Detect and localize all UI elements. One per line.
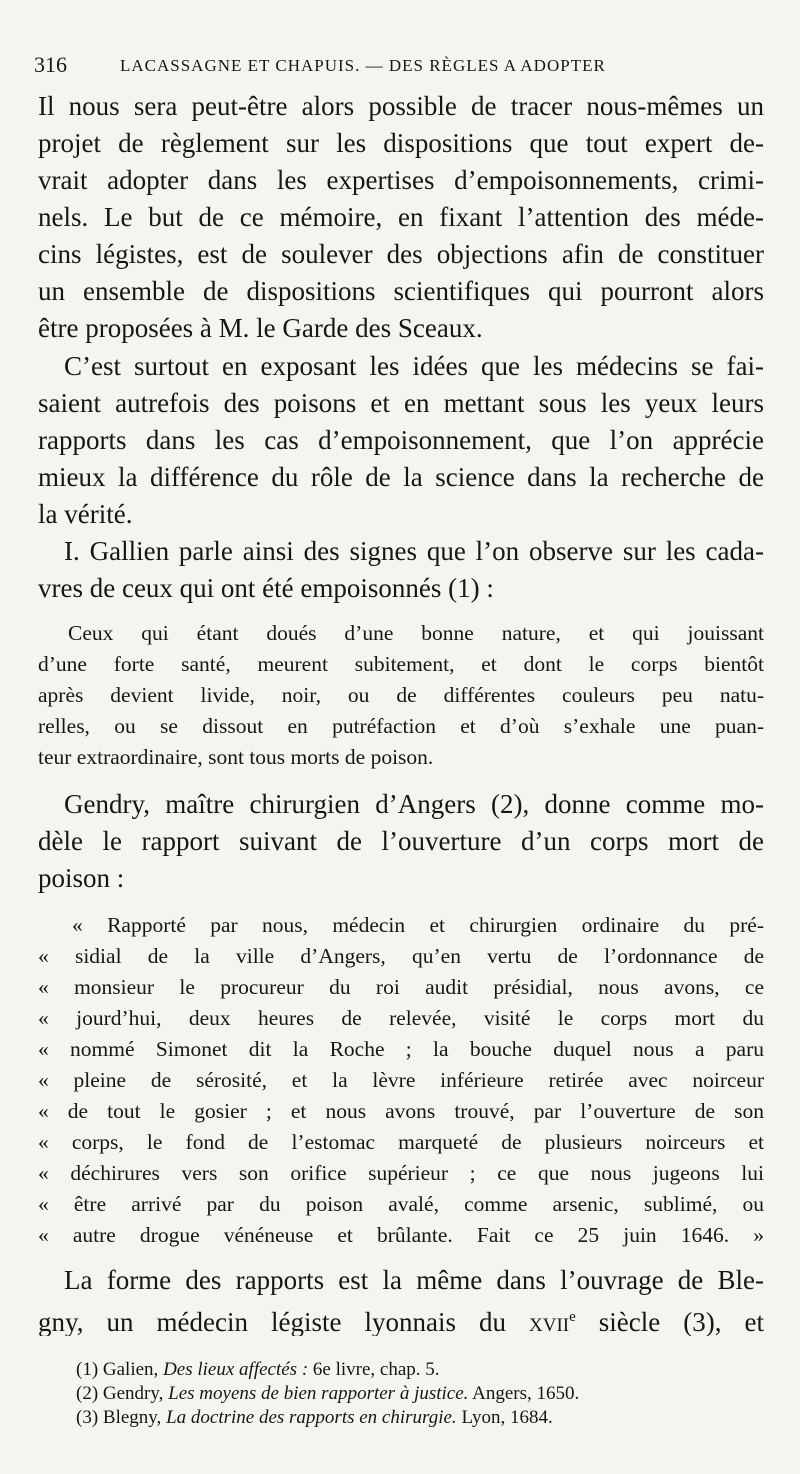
text-line: teur extraordinaire, sont tous morts de poison.	[38, 745, 434, 769]
footnotes	[76, 1358, 766, 1430]
text-line: Gendry, maître chirurgien d’Angers (2), donne comme mo-	[64, 789, 764, 819]
text-line	[38, 1299, 764, 1336]
quotation-gallien	[38, 618, 764, 773]
text-line: cins légistes, est de soulever des objections afin de constituer	[38, 239, 764, 269]
text-line: « déchirures vers son orifice supérieur ; ce que nous jugeons lui	[38, 1161, 764, 1185]
text-line: être proposées à M. le Garde des Sceaux.	[38, 313, 483, 343]
footnote-title: Des lieux affectés :	[163, 1359, 309, 1380]
footnote-author: Blegny,	[102, 1407, 162, 1428]
footnote-title: La doctrine des rapports en chirurgie.	[166, 1407, 457, 1428]
text-line: la vérité.	[38, 499, 133, 529]
text-line: « corps, le fond de l’estomac marqueté de plusieurs noirceurs et	[38, 1130, 764, 1154]
footnote-mark: (1)	[76, 1359, 99, 1380]
century-numeral: xvii	[529, 1307, 570, 1336]
paragraph-3	[38, 533, 764, 607]
text-line: poison :	[38, 863, 125, 893]
text-line: Il nous sera peut-être alors possible de tracer nous-mêmes un	[38, 91, 764, 121]
text-line: « monsieur le procureur du roi audit présidial, nous avons, ce	[38, 975, 764, 999]
text-line: « pleine de sérosité, et la lèvre inférieure retirée avec noirceur	[38, 1068, 764, 1092]
text-line: d’une forte santé, meurent subitement, et dont le corps bientôt	[38, 652, 764, 676]
text-line: La forme des rapports est la même dans l’ouvrage de Ble-	[64, 1265, 764, 1295]
text-line: rapports dans les cas d’empoisonnement, que l’on apprécie	[38, 425, 764, 455]
text-line: vres de ceux qui ont été empoisonnés (1) :	[38, 573, 494, 603]
paragraph-5	[38, 1262, 764, 1336]
paragraph-1	[38, 88, 764, 347]
footnote-rest: 6e livre, chap. 5.	[312, 1359, 440, 1380]
page-number: 316	[34, 52, 67, 77]
text-line: vrait adopter dans les expertises d’empoisonnements, crimi-	[38, 165, 764, 195]
text-line: I. Gallien parle ainsi des signes que l’on observe sur les cada-	[64, 536, 764, 566]
text-line: « sidial de la ville d’Angers, qu’en vertu de l’ordonnance de	[38, 944, 764, 968]
footnote-title: Les moyens de bien rapporter à justice.	[168, 1383, 469, 1404]
text-line: projet de règlement sur les dispositions que tout expert de-	[38, 128, 764, 158]
text-line: relles, ou se dissout en putréfaction et d’où s’exhale une puan-	[38, 714, 764, 738]
text-segment: gny, un médecin légiste lyonnais du	[38, 1307, 506, 1336]
footnote	[76, 1406, 766, 1430]
running-header	[34, 52, 774, 82]
text-line: dèle le rapport suivant de l’ouverture d’un corps mort de	[38, 826, 764, 856]
text-line: après devient livide, noir, ou de différentes couleurs peu natu-	[38, 683, 764, 707]
text-line: un ensemble de dispositions scientifiques qui pourront alors	[38, 276, 764, 306]
text-line: saient autrefois des poisons et en mettant sous les yeux leurs	[38, 388, 764, 418]
text-line: nels. Le but de ce mémoire, en fixant l’attention des méde-	[38, 202, 764, 232]
superscript: e	[569, 1309, 576, 1325]
text-line: « autre drogue vénéneuse et brûlante. Fait ce 25 juin 1646. »	[38, 1223, 764, 1247]
text-line: « jourd’hui, deux heures de relevée, visité le corps mort du	[38, 1006, 764, 1030]
footnote-author: Galien,	[102, 1359, 159, 1380]
footnote-rest: Lyon, 1684.	[461, 1407, 553, 1428]
footnote	[76, 1358, 766, 1382]
text-line: « Rapporté par nous, médecin et chirurgien ordinaire du pré-	[72, 913, 764, 937]
text-line: « être arrivé par du poison avalé, comme arsenic, sublimé, ou	[38, 1192, 764, 1216]
running-title: LACASSAGNE ET CHAPUIS. — DES RÈGLES A ADOPTER	[120, 56, 606, 75]
footnote-mark: (3)	[76, 1407, 99, 1428]
footnote-rest: Angers, 1650.	[472, 1383, 580, 1404]
text-line: mieux la différence du rôle de la science dans la recherche de	[38, 462, 764, 492]
paragraph-2	[38, 348, 764, 533]
paragraph-4	[38, 786, 764, 897]
text-segment: siècle (3), et	[598, 1307, 764, 1336]
text-line: « nommé Simonet dit la Roche ; la bouche duquel nous a paru	[38, 1037, 764, 1061]
quotation-gendry-report	[38, 910, 764, 1251]
text-line: Ceux qui étant doués d’une bonne nature, et qui jouissant	[68, 621, 764, 645]
footnote-mark: (2)	[76, 1383, 99, 1404]
text-line: C’est surtout en exposant les idées que les médecins se fai-	[64, 351, 764, 381]
footnote	[76, 1382, 766, 1406]
text-line: « de tout le gosier ; et nous avons trouvé, par l’ouverture de son	[38, 1099, 764, 1123]
footnote-author: Gendry,	[102, 1383, 164, 1404]
